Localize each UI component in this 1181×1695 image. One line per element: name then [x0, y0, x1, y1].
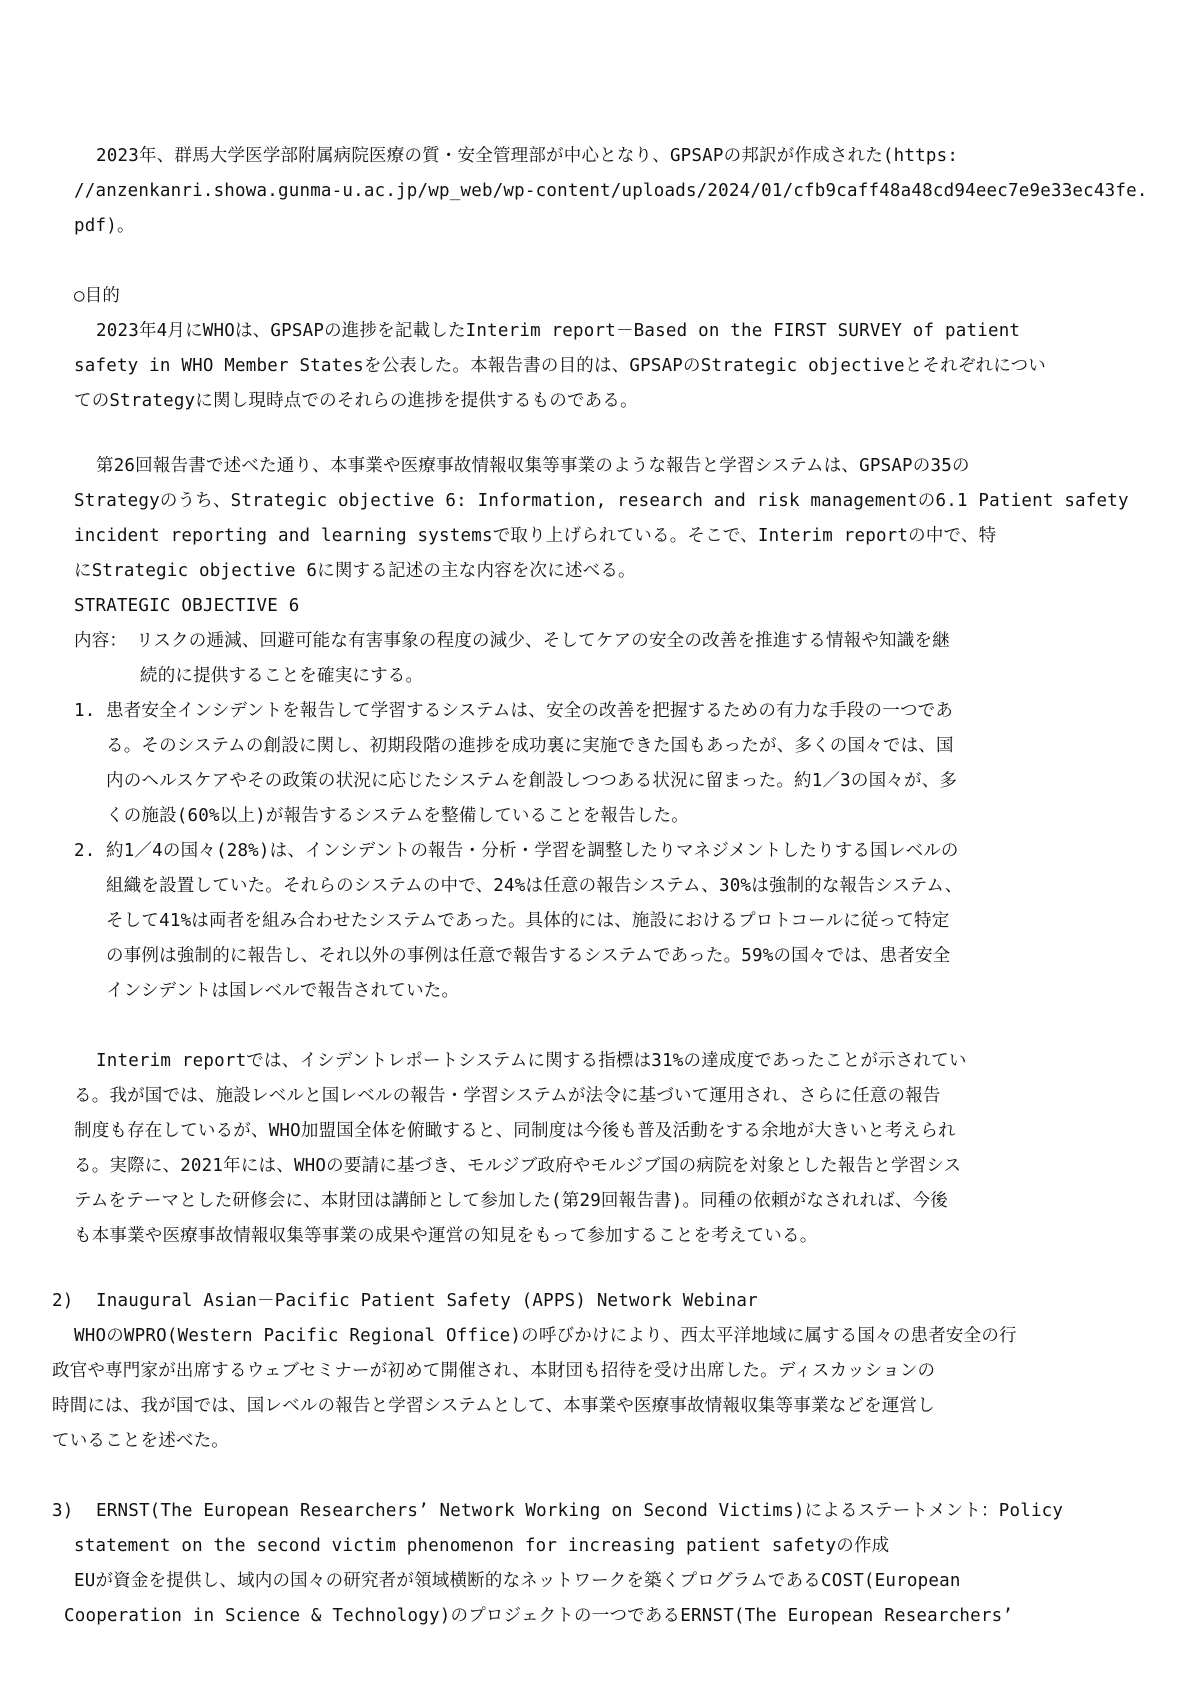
- list-item-1-line-1: 患者安全インシデントを報告して学習するシステムは、安全の改善を把握するための有力な手段の一つであ: [106, 701, 954, 721]
- interim-line-2: る。我が国では、施設レベルと国レベルの報告・学習システムが法令に基づいて運用され、さらに任意の報告: [74, 1086, 941, 1106]
- list-item-2-line-4: の事例は強制的に報告し、それ以外の事例は任意で報告するシステムであった。59%の国々では、患者安全: [106, 946, 951, 966]
- intro-line-1: 2023年、群馬大学医学部附属病院医療の質・安全管理部が中心となり、GPSAPの邦訳が作成された(https:: [96, 146, 959, 166]
- list-item-2-line-1: 約1／4の国々(28%)は、インシデントの報告・分析・学習を調整したりマネジメントしたりする国レベルの: [106, 841, 959, 861]
- purpose-p1-line-2: safety in WHO Member Statesを公表した。本報告書の目的は、GPSAPのStrategic objectiveとそれぞれについ: [74, 356, 1046, 376]
- interim-line-5: テムをテーマとした研修会に、本財団は講師として参加した(第29回報告書)。同種の依頼がなされれば、今後: [74, 1191, 948, 1211]
- list-item-2-line-3: そして41%は両者を組み合わせたシステムであった。具体的には、施設におけるプロトコールに従って特定: [106, 911, 950, 931]
- purpose-p1-line-3: てのStrategyに関し現時点でのそれらの進捗を提供するものである。: [74, 391, 638, 411]
- list-item-2-line-2: 組織を設置していた。それらのシステムの中で、24%は任意の報告システム、30%は強制的な報告システム、: [106, 876, 963, 896]
- content-label: 内容：: [74, 631, 128, 651]
- purpose-p1-line-1: 2023年4月にWHOは、GPSAPの進捗を記載したInterim report－Based on the FIRST SURVEY of patient: [96, 321, 1021, 341]
- section-2-title: Inaugural Asian－Pacific Patient Safety (APPS) Network Webinar: [96, 1291, 758, 1311]
- interim-line-3: 制度も存在しているが、WHO加盟国全体を俯瞰すると、同制度は今後も普及活動をする余地が大きいと考えられ: [74, 1121, 956, 1141]
- list-item-1-line-2: る。そのシステムの創設に関し、初期段階の進捗を成功裏に実施できた国もあったが、多くの国々では、国: [106, 736, 954, 756]
- section-2-line-1: WHOのWPRO(Western Pacific Regional Office)の呼びかけにより、西太平洋地域に属する国々の患者安全の行: [74, 1326, 1017, 1346]
- section-3-line-1: EUが資金を提供し、域内の国々の研究者が領域横断的なネットワークを築くプログラムであるCOST(European: [74, 1571, 961, 1591]
- list-item-1-line-4: くの施設(60%以上)が報告するシステムを整備していることを報告した。: [106, 806, 689, 826]
- intro-line-2-url[interactable]: //anzenkanri.showa.gunma-u.ac.jp/wp_web/wp-content/uploads/2024/01/cfb9caff48a48cd94eec7e9e33ec43fe.: [74, 181, 1148, 201]
- purpose-p2-line-4: にStrategic objective 6に関する記述の主な内容を次に述べる。: [74, 561, 636, 581]
- content-line-1: リスクの逓減、回避可能な有害事象の程度の減少、そしてケアの安全の改善を推進する情報や知識を継: [136, 631, 950, 651]
- section-3-line-2: Cooperation in Science & Technology)のプロジェクトの一つであるERNST(The European Researchers’: [64, 1606, 1014, 1626]
- content-line-2: 続的に提供することを確実にする。: [140, 666, 424, 686]
- interim-line-1: Interim reportでは、イシデントレポートシステムに関する指標は31%の達成度であったことが示されてい: [96, 1051, 967, 1071]
- purpose-p2-line-2: Strategyのうち、Strategic objective 6: Information, research and risk managementの6.1 Patient safety: [74, 491, 1129, 511]
- purpose-heading: ○目的: [74, 286, 121, 306]
- list-item-2-line-5: インシデントは国レベルで報告されていた。: [106, 981, 460, 1001]
- purpose-p2-line-1: 第26回報告書で述べた通り、本事業や医療事故情報収集等事業のような報告と学習システムは、GPSAPの35の: [96, 456, 970, 476]
- interim-line-4: る。実際に、2021年には、WHOの要請に基づき、モルジブ政府やモルジブ国の病院を対象とした報告と学習シス: [74, 1156, 962, 1176]
- section-2-line-2: 政官や専門家が出席するウェブセミナーが初めて開催され、本財団も招待を受け出席した。ディスカッションの: [52, 1361, 936, 1381]
- section-2-line-4: ていることを述べた。: [52, 1431, 229, 1451]
- section-3-number: 3): [52, 1501, 74, 1521]
- section-2-number: 2): [52, 1291, 74, 1311]
- section-3-title-line-1: ERNST(The European Researchers’ Network Working on Second Victims)によるステートメント：Policy: [96, 1501, 1064, 1521]
- list-item-2-number: 2.: [74, 841, 96, 861]
- list-item-1-number: 1.: [74, 701, 96, 721]
- list-item-1-line-3: 内のヘルスケアやその政策の状況に応じたシステムを創設しつつある状況に留まった。約1／3の国々が、多: [106, 771, 958, 791]
- section-2-line-3: 時間には、我が国では、国レベルの報告と学習システムとして、本事業や医療事故情報収集等事業などを運営し: [52, 1396, 935, 1416]
- interim-line-6: も本事業や医療事故情報収集等事業の成果や運営の知見をもって参加することを考えている。: [74, 1226, 818, 1246]
- intro-line-3: pdf)。: [74, 216, 135, 236]
- purpose-p2-line-3: incident reporting and learning systemsで取り上げられている。そこで、Interim reportの中で、特: [74, 526, 997, 546]
- strategic-objective-title: STRATEGIC OBJECTIVE 6: [74, 596, 300, 616]
- section-3-title-line-2: statement on the second victim phenomenon for increasing patient safetyの作成: [74, 1536, 890, 1556]
